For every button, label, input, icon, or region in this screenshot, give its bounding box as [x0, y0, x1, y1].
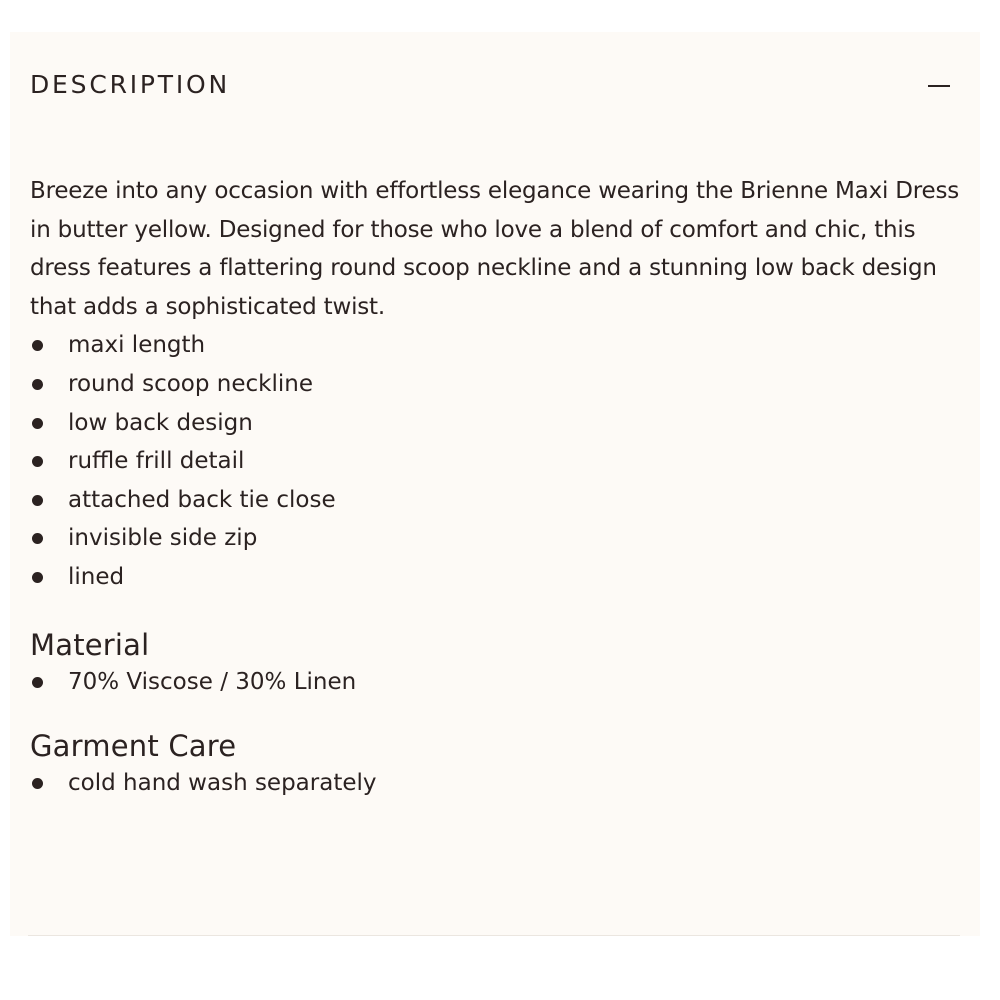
- list-item-text: lined: [68, 563, 125, 590]
- list-item-text: round scoop neckline: [68, 370, 313, 397]
- list-item: [30, 663, 970, 702]
- minus-icon[interactable]: [922, 72, 954, 100]
- list-item: [30, 519, 970, 558]
- bullet-icon: [32, 778, 43, 789]
- list-item: [30, 481, 970, 520]
- list-item-text: low back design: [68, 409, 253, 436]
- bullet-icon: [32, 495, 43, 506]
- list-item: [30, 365, 970, 404]
- description-accordion: [10, 32, 980, 936]
- section-title: DESCRIPTION: [30, 70, 231, 99]
- accordion-content: [30, 172, 970, 803]
- list-item: [30, 558, 970, 597]
- list-item-text: cold hand wash separately: [68, 770, 377, 797]
- list-item-text: 70% Viscose / 30% Linen: [68, 668, 357, 695]
- list-item: [30, 326, 970, 365]
- bullet-icon: [32, 379, 43, 390]
- feature-list: [30, 326, 970, 596]
- material-heading: Material: [30, 627, 150, 662]
- bullet-icon: [32, 418, 43, 429]
- list-item: [30, 404, 970, 443]
- section-divider: [28, 935, 960, 936]
- list-item-text: attached back tie close: [68, 486, 336, 513]
- list-item-text: invisible side zip: [68, 525, 258, 552]
- garment-care-heading: Garment Care: [30, 729, 237, 764]
- list-item: [30, 442, 970, 481]
- bullet-icon: [32, 533, 43, 544]
- bullet-icon: [32, 456, 43, 467]
- material-list: [30, 663, 970, 702]
- product-description: Breeze into any occasion with effortless elegance wearing the Brienne Maxi Dress in butter yellow. Designed for those who love a blend of comfort and chic, this dress features a flattering round scoop neckline and a stunning low back design that adds a sophisticated twist.: [30, 178, 960, 320]
- care-list: [30, 764, 970, 803]
- list-item-text: ruffle frill detail: [68, 448, 245, 475]
- bullet-icon: [32, 572, 43, 583]
- minus-icon-bar: [928, 85, 950, 87]
- list-item-text: maxi length: [68, 332, 206, 359]
- accordion-header[interactable]: [10, 32, 980, 138]
- bullet-icon: [32, 677, 43, 688]
- bullet-icon: [32, 340, 43, 351]
- list-item: [30, 764, 970, 803]
